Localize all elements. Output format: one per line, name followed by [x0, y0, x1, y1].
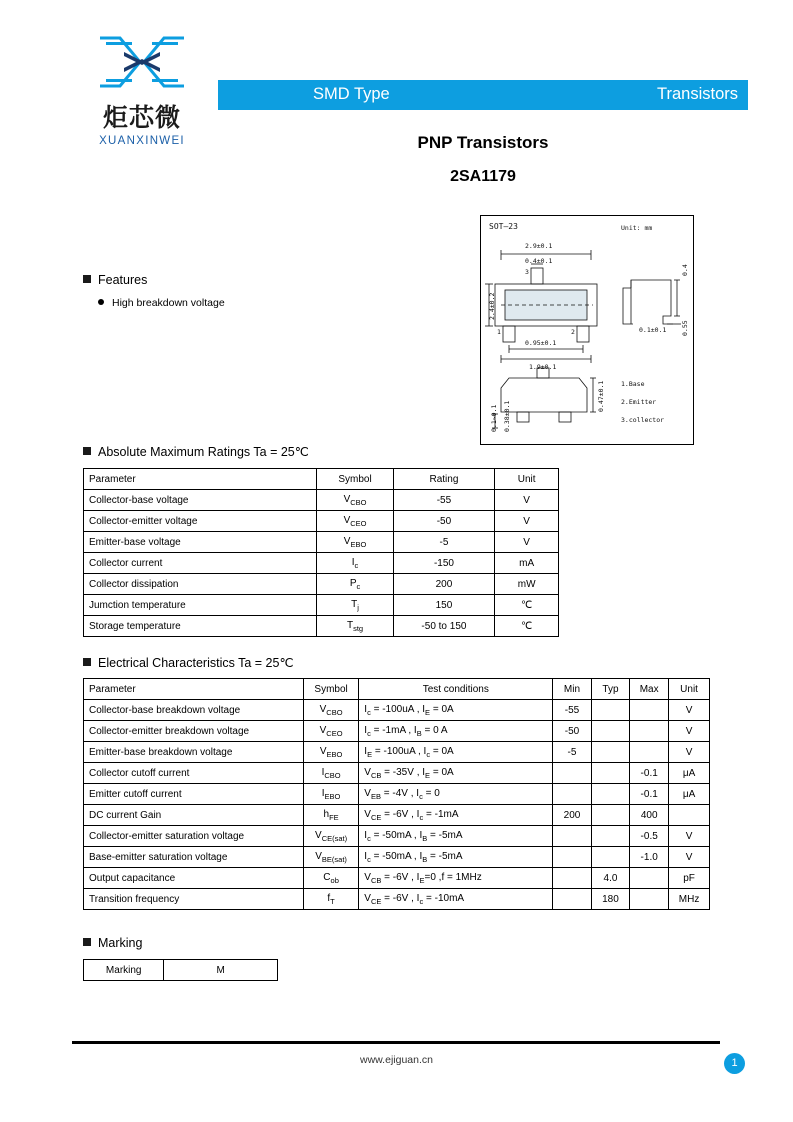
- pin-legend-1: 1.Base: [621, 380, 645, 388]
- ec-col-typ: Typ: [591, 679, 629, 700]
- square-bullet-icon: [83, 275, 91, 283]
- ec-col-conditions: Test conditions: [359, 679, 553, 700]
- feature-item: [98, 297, 225, 309]
- cell-symbol: $I_c$: [317, 553, 393, 574]
- cell-max: -0.1: [630, 763, 669, 784]
- cell-rating: 200: [393, 574, 495, 595]
- cell-unit: V: [669, 742, 710, 763]
- cell-parameter: Collector current: [84, 553, 317, 574]
- table-row: [84, 805, 710, 826]
- amr-col-symbol: Symbol: [317, 469, 393, 490]
- table-row: [84, 721, 710, 742]
- cell-symbol: $V_{EBO}$: [317, 532, 393, 553]
- cell-unit: pF: [669, 868, 710, 889]
- footer-divider: [72, 1041, 720, 1044]
- cell-parameter: Collector-emitter saturation voltage: [84, 826, 304, 847]
- cell-unit: ℃: [495, 616, 559, 637]
- cell-symbol: $T_{stg}$: [317, 616, 393, 637]
- cell-symbol: $V_{EBO}$: [303, 742, 358, 763]
- table-row: [84, 889, 710, 910]
- package-pin-2: 2: [571, 328, 575, 336]
- square-bullet-icon: [83, 447, 91, 455]
- pin-legend-2: 2.Emitter: [621, 398, 657, 406]
- cell-parameter: Storage temperature: [84, 616, 317, 637]
- header-category-label: Transistors: [657, 85, 738, 103]
- package-dim-7: 0.1±0.1: [639, 326, 667, 334]
- cell-typ: [591, 700, 629, 721]
- cell-min: -5: [553, 742, 591, 763]
- absolute-maximum-ratings-table: [83, 468, 559, 637]
- cell-parameter: Collector cutoff current: [84, 763, 304, 784]
- ec-col-parameter: Parameter: [84, 679, 304, 700]
- cell-parameter: Emitter-base breakdown voltage: [84, 742, 304, 763]
- cell-symbol: $h_{FE}$: [303, 805, 358, 826]
- dot-bullet-icon: [98, 299, 104, 305]
- cell-symbol: $I_{EBO}$: [303, 784, 358, 805]
- cell-unit: V: [495, 511, 559, 532]
- cell-min: [553, 784, 591, 805]
- cell-unit: V: [669, 721, 710, 742]
- square-bullet-icon: [83, 938, 91, 946]
- table-header-row: [84, 679, 710, 700]
- amr-col-unit: Unit: [495, 469, 559, 490]
- cell-parameter: Collector-base voltage: [84, 490, 317, 511]
- table-row: [84, 511, 559, 532]
- header-banner: [218, 80, 748, 110]
- cell-rating: -50 to 150: [393, 616, 495, 637]
- amr-heading-label: Absolute Maximum Ratings Ta = 25℃: [98, 445, 309, 459]
- cell-unit: MHz: [669, 889, 710, 910]
- table-row: [84, 868, 710, 889]
- marking-heading: [83, 936, 142, 950]
- xxw-logo-icon: [94, 28, 190, 96]
- cell-typ: 4.0: [591, 868, 629, 889]
- marking-heading-label: Marking: [98, 936, 143, 950]
- package-dim-10: 0.1~0.1: [490, 404, 498, 432]
- cell-conditions: $I_c = -50mA$ , $I_B = -5mA$: [359, 847, 553, 868]
- cell-symbol: $V_{CBO}$: [303, 700, 358, 721]
- cell-parameter: Collector-emitter voltage: [84, 511, 317, 532]
- cell-parameter: Emitter cutoff current: [84, 784, 304, 805]
- ec-col-symbol: Symbol: [303, 679, 358, 700]
- package-dim-1: 0.4±0.1: [525, 257, 553, 265]
- cell-min: -50: [553, 721, 591, 742]
- table-row: [84, 700, 710, 721]
- package-dim-4: 1.9±0.1: [529, 363, 557, 371]
- package-unit-label: Unit: mm: [621, 224, 653, 232]
- cell-max: 400: [630, 805, 669, 826]
- cell-conditions: $V_{CB} = -35V$ , $I_E = 0A$: [359, 763, 553, 784]
- feature-item-label: High breakdown voltage: [112, 297, 225, 309]
- header-type-label: SMD Type: [313, 85, 390, 103]
- cell-symbol: $f_T$: [303, 889, 358, 910]
- cell-conditions: $V_{CE} = -6V$ , $I_c = -1mA$: [359, 805, 553, 826]
- ec-col-min: Min: [553, 679, 591, 700]
- ec-col-max: Max: [630, 679, 669, 700]
- cell-unit: μA: [669, 784, 710, 805]
- amr-col-parameter: Parameter: [84, 469, 317, 490]
- cell-min: [553, 868, 591, 889]
- cell-conditions: $I_c = -1mA$ , $I_B = 0$ A: [359, 721, 553, 742]
- package-dim-2: 2.4±0.2: [488, 292, 496, 320]
- cell-typ: [591, 784, 629, 805]
- cell-min: [553, 826, 591, 847]
- logo-chinese-name: 炬芯微: [102, 103, 181, 132]
- cell-typ: [591, 826, 629, 847]
- cell-parameter: Collector-base breakdown voltage: [84, 700, 304, 721]
- package-name-label: SOT–23: [489, 222, 518, 231]
- cell-symbol: $T_j$: [317, 595, 393, 616]
- cell-parameter: DC current Gain: [84, 805, 304, 826]
- cell-unit: mA: [495, 553, 559, 574]
- cell-symbol: $C_{ob}$: [303, 868, 358, 889]
- cell-parameter: Base-emitter saturation voltage: [84, 847, 304, 868]
- amr-col-rating: Rating: [393, 469, 495, 490]
- cell-min: [553, 847, 591, 868]
- footer-url: www.ejiguan.cn: [360, 1054, 433, 1066]
- cell-conditions: $V_{CB} = -6V$ , $I_E=0$ ,f = 1MHz: [359, 868, 553, 889]
- cell-conditions: $I_E = -100uA$ , $I_c = 0A$: [359, 742, 553, 763]
- cell-parameter: Jumction temperature: [84, 595, 317, 616]
- cell-unit: V: [669, 700, 710, 721]
- cell-symbol: $I_{CBO}$: [303, 763, 358, 784]
- page-title: PNP Transistors: [417, 133, 549, 152]
- table-row: [84, 553, 559, 574]
- cell-max: [630, 889, 669, 910]
- table-row: [84, 826, 710, 847]
- cell-rating: -150: [393, 553, 495, 574]
- cell-symbol: $V_{CEO}$: [303, 721, 358, 742]
- package-pin-3: 3: [525, 268, 529, 276]
- table-row: [84, 574, 559, 595]
- ec-heading: [83, 655, 293, 670]
- package-dim-5: 0.4: [681, 264, 689, 276]
- cell-parameter: Collector-emitter breakdown voltage: [84, 721, 304, 742]
- cell-conditions: $I_c = -50mA$ , $I_B = -5mA$: [359, 826, 553, 847]
- cell-symbol: $V_{CE(sat)}$: [303, 826, 358, 847]
- cell-parameter: Transition frequency: [84, 889, 304, 910]
- package-drawing: [480, 215, 694, 445]
- logo-english-name: XUANXINWEI: [99, 135, 185, 147]
- page-number-badge: 1: [724, 1053, 745, 1074]
- cell-symbol: $V_{CBO}$: [317, 490, 393, 511]
- cell-parameter: Emitter-base voltage: [84, 532, 317, 553]
- cell-min: [553, 763, 591, 784]
- cell-max: -0.5: [630, 826, 669, 847]
- cell-max: -1.0: [630, 847, 669, 868]
- cell-max: [630, 721, 669, 742]
- cell-symbol: $V_{CEO}$: [317, 511, 393, 532]
- part-number: 2SA1179: [450, 168, 516, 185]
- cell-unit: V: [495, 490, 559, 511]
- cell-typ: [591, 742, 629, 763]
- cell-typ: [591, 847, 629, 868]
- table-row: [84, 784, 710, 805]
- cell-rating: 150: [393, 595, 495, 616]
- cell-symbol: $V_{BE(sat)}$: [303, 847, 358, 868]
- table-row: [84, 616, 559, 637]
- marking-table: [83, 959, 278, 981]
- table-row: [84, 532, 559, 553]
- cell-unit: V: [669, 826, 710, 847]
- package-dim-6: 0.55: [681, 320, 689, 336]
- marking-label-cell: Marking: [84, 960, 164, 981]
- table-row: [84, 595, 559, 616]
- cell-unit: V: [495, 532, 559, 553]
- table-row: [84, 847, 710, 868]
- square-bullet-icon: [83, 658, 91, 666]
- package-dim-0: 2.9±0.1: [525, 242, 553, 250]
- ec-col-unit: Unit: [669, 679, 710, 700]
- cell-unit: mW: [495, 574, 559, 595]
- ec-heading-label: Electrical Characteristics Ta = 25℃: [98, 656, 294, 670]
- table-header-row: [84, 469, 559, 490]
- cell-min: 200: [553, 805, 591, 826]
- package-pin-1: 1: [497, 328, 501, 336]
- cell-unit: ℃: [495, 595, 559, 616]
- cell-unit: μA: [669, 763, 710, 784]
- amr-heading: [83, 444, 309, 459]
- cell-max: [630, 868, 669, 889]
- company-logo: [72, 28, 212, 147]
- table-row: [84, 742, 710, 763]
- package-dim-3: 0.95±0.1: [525, 339, 557, 347]
- pin-legend-3: 3.collector: [621, 416, 665, 424]
- cell-unit: V: [669, 847, 710, 868]
- cell-typ: [591, 721, 629, 742]
- cell-max: -0.1: [630, 784, 669, 805]
- features-heading: [83, 273, 147, 287]
- package-dim-8: 0.47±0.1: [597, 380, 605, 412]
- cell-rating: -5: [393, 532, 495, 553]
- table-row: [84, 763, 710, 784]
- cell-max: [630, 742, 669, 763]
- cell-unit: [669, 805, 710, 826]
- table-row: [84, 960, 278, 981]
- cell-typ: 180: [591, 889, 629, 910]
- cell-rating: -50: [393, 511, 495, 532]
- electrical-characteristics-table: [83, 678, 710, 910]
- cell-min: [553, 889, 591, 910]
- features-heading-label: Features: [98, 273, 148, 287]
- cell-max: [630, 700, 669, 721]
- cell-typ: [591, 763, 629, 784]
- package-dim-9: 0.38±0.1: [503, 400, 511, 432]
- cell-min: -55: [553, 700, 591, 721]
- cell-parameter: Output capacitance: [84, 868, 304, 889]
- cell-conditions: $I_c = -100uA$ , $I_E = 0A$: [359, 700, 553, 721]
- table-row: [84, 490, 559, 511]
- marking-value-cell: M: [164, 960, 278, 981]
- cell-typ: [591, 805, 629, 826]
- cell-conditions: $V_{EB} = -4V$ , $I_c = 0$: [359, 784, 553, 805]
- cell-symbol: $P_c$: [317, 574, 393, 595]
- cell-rating: -55: [393, 490, 495, 511]
- cell-parameter: Collector dissipation: [84, 574, 317, 595]
- cell-conditions: $V_{CE} = -6V$ , $I_c = -10mA$: [359, 889, 553, 910]
